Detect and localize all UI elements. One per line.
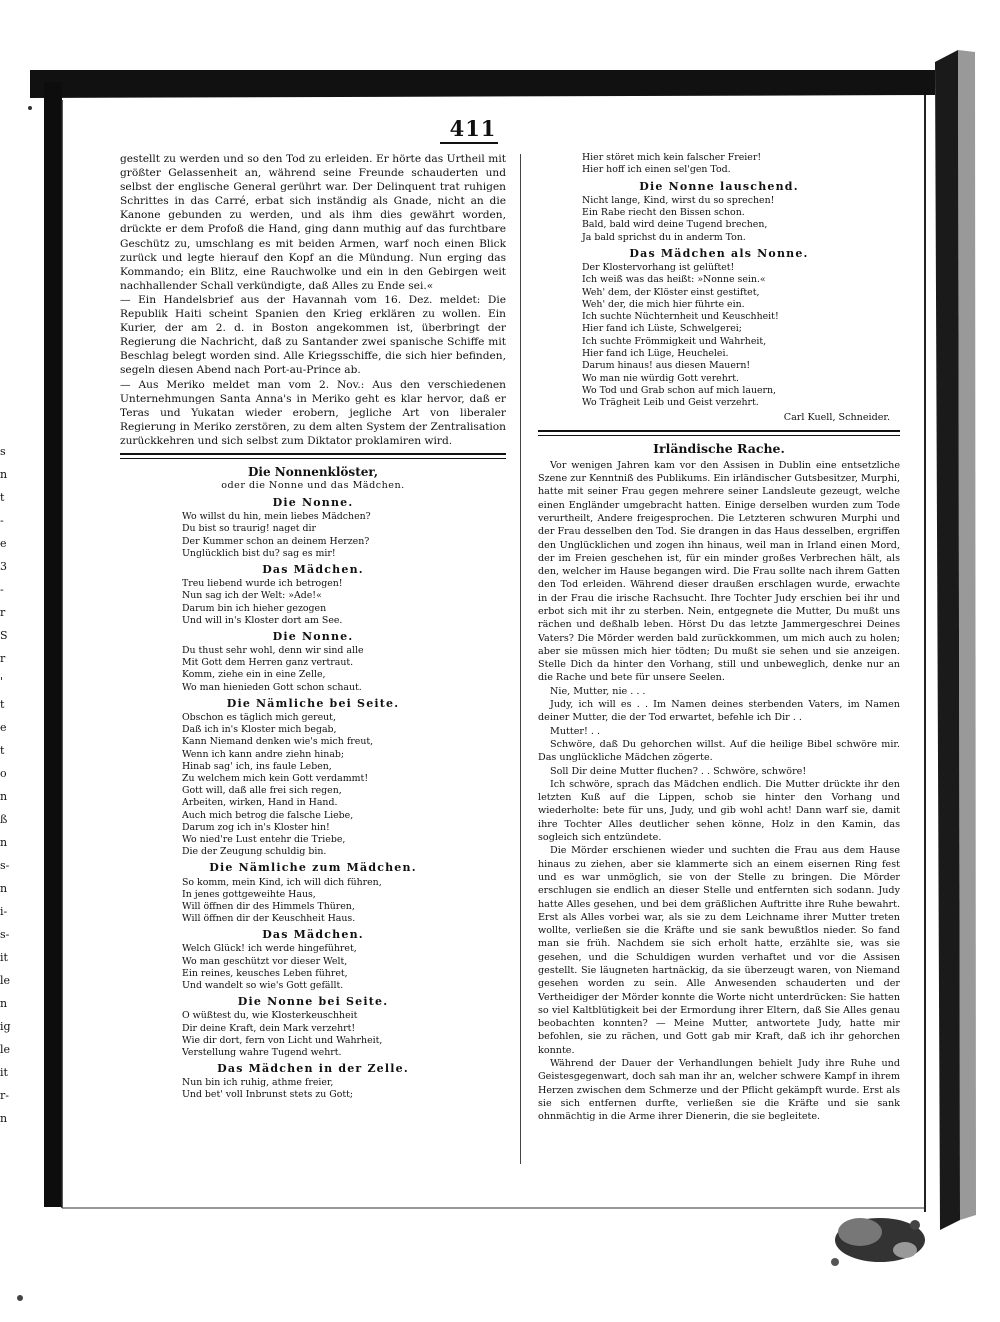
verse-line: Zu welchem mich kein Gott verdammt! [182,772,369,784]
verse-line: Der Kummer schon an deinem Herzen? [182,535,370,547]
verse-line: Ja bald sprichst du in anderm Ton. [582,231,746,243]
stanza-heading: Das Mädchen als Nonne. [629,246,809,260]
poem-continuation [538,152,900,410]
verse-line: Und will in's Kloster dort am See. [182,614,343,626]
margin-fragment: n [0,997,8,1010]
poem-title: Die Nonnenklöster, [248,464,378,479]
right-edge-shadow [958,50,976,1220]
verse-line: Bald, bald wird deine Tugend brechen, [582,219,768,231]
verse-line: Hinab sag' ich, ins faule Leben, [182,760,332,772]
margin-fragment: e [0,537,7,550]
verse-line: Gott will, daß alle frei sich regen, [182,785,342,797]
column-divider [520,154,521,1164]
stanza [182,511,506,560]
verse-line: Und bet' voll Inbrunst stets zu Gott; [182,1089,354,1101]
margin-fragment: le [0,1043,11,1056]
verse-line: Dir deine Kraft, dein Mark verzehrt! [182,1022,356,1034]
verse-line: Wo nied're Lust entehr die Triebe, [182,834,346,845]
story-body [538,459,900,1124]
verse-line: Arbeiten, wirken, Hand in Hand. [182,797,338,809]
story-paragraph: Mutter! . . [550,725,601,737]
margin-fragment: r- [0,1089,9,1102]
stanza [182,943,506,992]
story-paragraph: Vor wenigen Jahren kam vor den Assisen in Dublin eine entsetzliche Szene zur Kenntniß des Publikums. Ein irländischer Gutsbesitzer, Murphi, hatte mit seiner Frau gegen mehrere seiner Landsleute gezeugt, welche einen Engländer umgebracht hatten. Einige derselben wurden zum Tode verurtheilt, Andere freigesprochen. Die Letzteren schwuren Murphi und der Frau desselben den Tod. Sie drangen in das Haus desselben, ergriffen den Unglücklichen und zogen ihn hinaus, weil man in Irland einen Mord, der im Freien geschehen ist, für ein minder großes Verbrechen hält, als den, welcher im Hause begangen wird. Die Frau sollte nach ihrem Gatten den Tod erleiden. Während dieser draußen erschlagen wurde, erwachte in der Frau die irische Rachsucht. Ihre Tochter Judy erschien bei ihr und erbot sich mit ihr zu sterben. Nein, entgegnete die Mutter, Du mußt uns rächen und deßhalb leben. Hörst Du das letzte Jammergeschrei Deines Vaters? Die Mörder werden bald zurückkommen, um mich auch zu holen; aber sie müssen mich hier tödten; Du mußt sie sehen und sie anzeigen. Stelle Dich da hinter den Vorhang, still und unbeweglich, denke nur an die Rache und bete für unsere Seelen. [538,459,900,684]
margin-fragment: r [0,652,6,665]
section-rule [120,453,506,459]
stanza [182,712,506,858]
verse-line: Die der Zeugung schuldig bin. [182,846,327,858]
news-paragraph: gestellt zu werden und so den Tod zu erleiden. Er hörte das Urtheil mit größter Gelassenheit an, während seine Freunde schauderten und selbst der englische General gerührt war. Der Delinquent trat ruhigen Schrittes in das Carré, erbat sich inständig als Gnade, nicht an die Kanone gebunden zu werden, und als ihm dies gewährt worden, drückte er dem Profoß die Hand, ging dann muthig auf das furchtbare Geschütz zu, umschlang es mit beiden Armen, warf noch einen Blick zurück und legte hierauf den Kopf an die Mündung. Nun erging das Kommando; ein Blitz, eine Rauchwolke und ein in den Gebirgen weit nachhallender Schall verkündigte, daß Alles zu Ende sei.« [120,153,506,292]
speck [28,106,32,110]
verse-line: Darum bin ich hieher gezogen [182,602,327,614]
verse-line: Wo Trägheit Leib und Geist verzehrt. [582,397,759,409]
verse-line: Du bist so traurig! naget dir [182,523,317,535]
stanza [182,578,506,627]
margin-fragment: ' [0,675,4,688]
verse-line: Wo willst du hin, mein liebes Mädchen? [182,511,371,523]
story-paragraph: Schwöre, daß Du gehorchen willst. Auf die heilige Bibel schwöre mir. Das unglückliche Mädchen zögerte. [538,738,900,764]
margin-fragment: i- [0,905,8,918]
margin-fragment: it [0,951,8,964]
margin-fragment: n [0,836,8,849]
margin-fragment: t [0,698,5,711]
verse-line: Treu liebend wurde ich betrogen! [182,578,343,590]
verse-line: Auch mich betrog die falsche Liebe, [182,809,354,821]
verse-line: Wo man hienieden Gott schon schaut. [182,681,362,693]
verse-line: Obschon es täglich mich gereut, [182,711,336,723]
newspaper-page [68,108,906,1208]
stanza-heading: Die Nonne bei Seite. [237,995,389,1009]
verse-line: Unglücklich bist du? sag es mir! [182,547,336,559]
verse-line: Wenn ich kann andre ziehn hinab; [182,748,345,760]
verse-line: Welch Glück! ich werde hingeführet, [182,943,357,955]
story-paragraph: Ich schwöre, sprach das Mädchen endlich. Die Mutter drückte ihr den letzten Kuß auf die Lippen, schob sie hinter den Vorhang und wiederholte: bete für uns, Judy, und gib wohl acht! Dann warf sie, damit ihre Tochter Alles deutlicher sehen könne, Holz in den Kamin, das sogleich sich entzündete. [538,778,900,844]
verse-line: Kann Niemand denken wie's mich freut, [182,736,374,748]
stanza [582,152,900,177]
poem-subtitle: oder die Nonne und das Mädchen. [221,480,405,492]
section-rule [538,430,900,436]
verse-line: Wo man geschützt vor dieser Welt, [182,955,348,967]
verse-line: Ich suchte Frömmigkeit und Wahrheit, [582,335,767,347]
verse-line: Ich suchte Nüchternheit und Keuschheit! [582,311,779,323]
margin-fragment: le [0,974,11,987]
stanza-heading: Das Mädchen. [262,563,364,577]
left-column [120,152,506,1102]
verse-line: O wüßtest du, wie Klosterkeuschheit [182,1010,358,1022]
verse-line: Nun bin ich ruhig, athme freier, [182,1077,334,1089]
margin-fragment: n [0,1112,8,1125]
verse-line: Der Klostervorhang ist gelüftet! [582,261,735,273]
poem-stanzas [120,496,506,1101]
margin-fragment: - [0,583,4,596]
verse-line: Wie dir dort, fern von Licht und Wahrheit, [182,1034,383,1046]
verse-line: Darum zog ich in's Kloster hin! [182,821,330,833]
stanza [582,195,900,244]
stanza-heading: Die Nämliche bei Seite. [226,696,400,710]
verse-line: Hier störet mich kein falscher Freier! [582,152,762,163]
story-paragraph: Soll Dir deine Mutter fluchen? . . Schwöre, schwöre! [550,765,807,777]
bottom-right-stain [831,1218,925,1266]
top-border-band [30,70,935,98]
stanza [182,1077,506,1101]
verse-line: Daß ich in's Kloster mich begab, [182,724,337,736]
verse-line: Hier fand ich Lüge, Heuchelei. [582,348,729,360]
verse-line: Hier fand ich Lüste, Schwelgerei; [582,323,742,335]
right-edge-band [935,50,960,1230]
margin-fragment: 3 [0,560,7,573]
stanza-heading: Die Nonne lauschend. [639,179,799,193]
verse-line: Nun sag ich der Welt: »Ade!« [182,590,322,602]
margin-fragment: s- [0,928,10,941]
verse-line: So komm, mein Kind, ich will dich führen, [182,876,382,888]
margin-fragment: o [0,767,7,780]
margin-fragment: - [0,514,4,527]
margin-fragment: n [0,468,8,481]
stanza-heading: Die Nonne. [272,496,354,510]
verse-line: Du thust sehr wohl, denn wir sind alle [182,645,364,657]
margin-fragment: t [0,744,5,757]
verse-line: Hier hoff ich einen sel'gen Tod. [582,164,731,176]
verse-line: Ich weiß was das heißt: »Nonne sein.« [582,274,766,286]
verse-line: Will öffnen dir des Himmels Thüren, [182,900,355,912]
verse-line: Verstellung wahre Tugend wehrt. [182,1046,342,1058]
right-column [538,152,900,1124]
story-paragraph: Nie, Mutter, nie . . . [550,685,646,697]
left-gutter-band [44,82,62,1207]
verse-line: Mit Gott dem Herren ganz vertraut. [182,657,354,669]
story-paragraph: Die Mörder erschienen wieder und suchten die Frau aus dem Hause hinaus zu ziehen, aber sie klammerte sich an einem eisernen Ring fest und es war unmöglich, sie von der Stelle zu bringen. Die Mörder erschlugen sie endlich an dieser Stelle und entfernten sich sodann. Judy hatte Alles gesehen, und bei dem gräßlichen Auftritte ihre Ruhe bewahrt. Erst als Alles vorbei war, als sie zu dem Leichname ihrer Mutter treten wollte, verließen sie die Kräfte und sie sank bewußtlos nieder. So fand man sie früh. Nachdem sie sich erholt hatte, erzählte sie, was sie gesehen, und die Schuldigen wurden verhaftet und vor die Assisen gestellt. Sie läugneten hartnäckig, da sie überzeugt waren, von Niemand gesehen worden zu sein. Alle Anwesenden schauderten und der Vertheidiger der Mörder konnte die Worte nicht unterdrücken: Sie hatten so viel Kaltblütigkeit bei der Ermordung ihrer Eltern, daß Sie Alles genau beobachten konnten? — Meine Mutter, antwortete Judy, hatte mir befohlen, sie zu rächen, und Gott gab mir Kraft, daß ich ihr gehorchen konnte. [538,845,900,1056]
margin-fragment: n [0,882,8,895]
verse-line: Und wandelt so wie's Gott gefällt. [182,980,344,992]
verse-line: Weh' dem, der Klöster einst gestiftet, [582,286,760,298]
page-number: 411 [449,116,497,141]
verse-line: Wo Tod und Grab schon auf mich lauern, [582,384,777,396]
margin-fragment: t [0,491,5,504]
news-section [120,152,506,448]
stanza-heading: Das Mädchen. [262,928,364,942]
margin-fragment: e [0,721,7,734]
margin-fragment: s- [0,859,10,872]
verse-line: Weh' der, die mich hier führte ein. [582,298,745,310]
verse-line: In jenes gottgeweihte Haus, [182,888,316,900]
facing-page-margin [0,440,16,1130]
verse-line: Ein Rabe riecht den Bissen schon. [582,206,745,218]
verse-line: Ein reines, keusches Leben führet, [182,967,348,979]
story-title: Irländische Rache. [653,440,785,456]
margin-fragment: r [0,606,6,619]
margin-fragment: S [0,629,8,642]
margin-fragment: n [0,790,8,803]
stanza-heading: Die Nämliche zum Mädchen. [209,861,417,875]
stanza-heading: Das Mädchen in der Zelle. [217,1062,409,1076]
news-paragraph: — Aus Meriko meldet man vom 2. Nov.: Aus den verschiedenen Unternehmungen Santa Anna's in Meriko geht es klar hervor, daß er Teras und Yukatan wieder erobern, jegliche Art von liberaler Regierung in Meriko zerstören, zu dem alten System der Zentralisation zurückkehren und sich selbst zum Diktator proklamiren wird. [120,378,506,447]
poem-signature: Carl Kuell, Schneider. [783,411,890,423]
speck [17,1295,23,1301]
news-paragraph: — Ein Handelsbrief aus der Havannah vom 16. Dez. meldet: Die Republik Haiti scheint Spanien den Krieg erklären zu wollen. Ein Kurier, der am 2. d. in Boston angekommen ist, überbringt der Regierung die Nachricht, daß zu Santander zwei spanische Schiffe mit Beschlag belegt worden sind. Alle Kriegsschiffe, die sich hier befinden, segeln diesen Abend nach Port-au-Prince ab. [120,293,506,377]
story-paragraph: Während der Dauer der Verhandlungen behielt Judy ihre Ruhe und Geistesgegenwart, doch sah man ihr an, welcher schwere Kampf in ihrem Herzen zwischen dem Schmerze und der Pflicht gekämpft wurde. Erst als sie sich entfernen durfte, verließen sie die Kräfte und sie sank ohnmächtig in die Arme ihrer Dienerin, die sie begleitete. [538,1058,900,1123]
margin-fragment: ß [0,813,8,826]
verse-line: Komm, ziehe ein in eine Zelle, [182,669,326,681]
stanza [182,645,506,694]
margin-fragment: ig [0,1020,11,1033]
stanza [182,877,506,926]
page-number-rule [440,142,498,144]
verse-line: Darum hinaus! aus diesen Mauern! [582,360,751,372]
stanza-heading: Die Nonne. [272,629,354,643]
verse-line: Wo man nie würdig Gott verehrt. [582,372,739,384]
stanza [582,262,900,410]
verse-line: Nicht lange, Kind, wirst du so sprechen! [582,194,775,206]
stanza [182,1010,506,1059]
verse-line: Will öffnen dir der Keuschheit Haus. [182,913,356,925]
story-paragraph: Judy, ich will es . . Im Namen deines sterbenden Vaters, im Namen deiner Mutter, die der Tod erwartet, befehle ich Dir . . [538,699,900,724]
margin-fragment: s [0,445,6,458]
margin-fragment: it [0,1066,8,1079]
